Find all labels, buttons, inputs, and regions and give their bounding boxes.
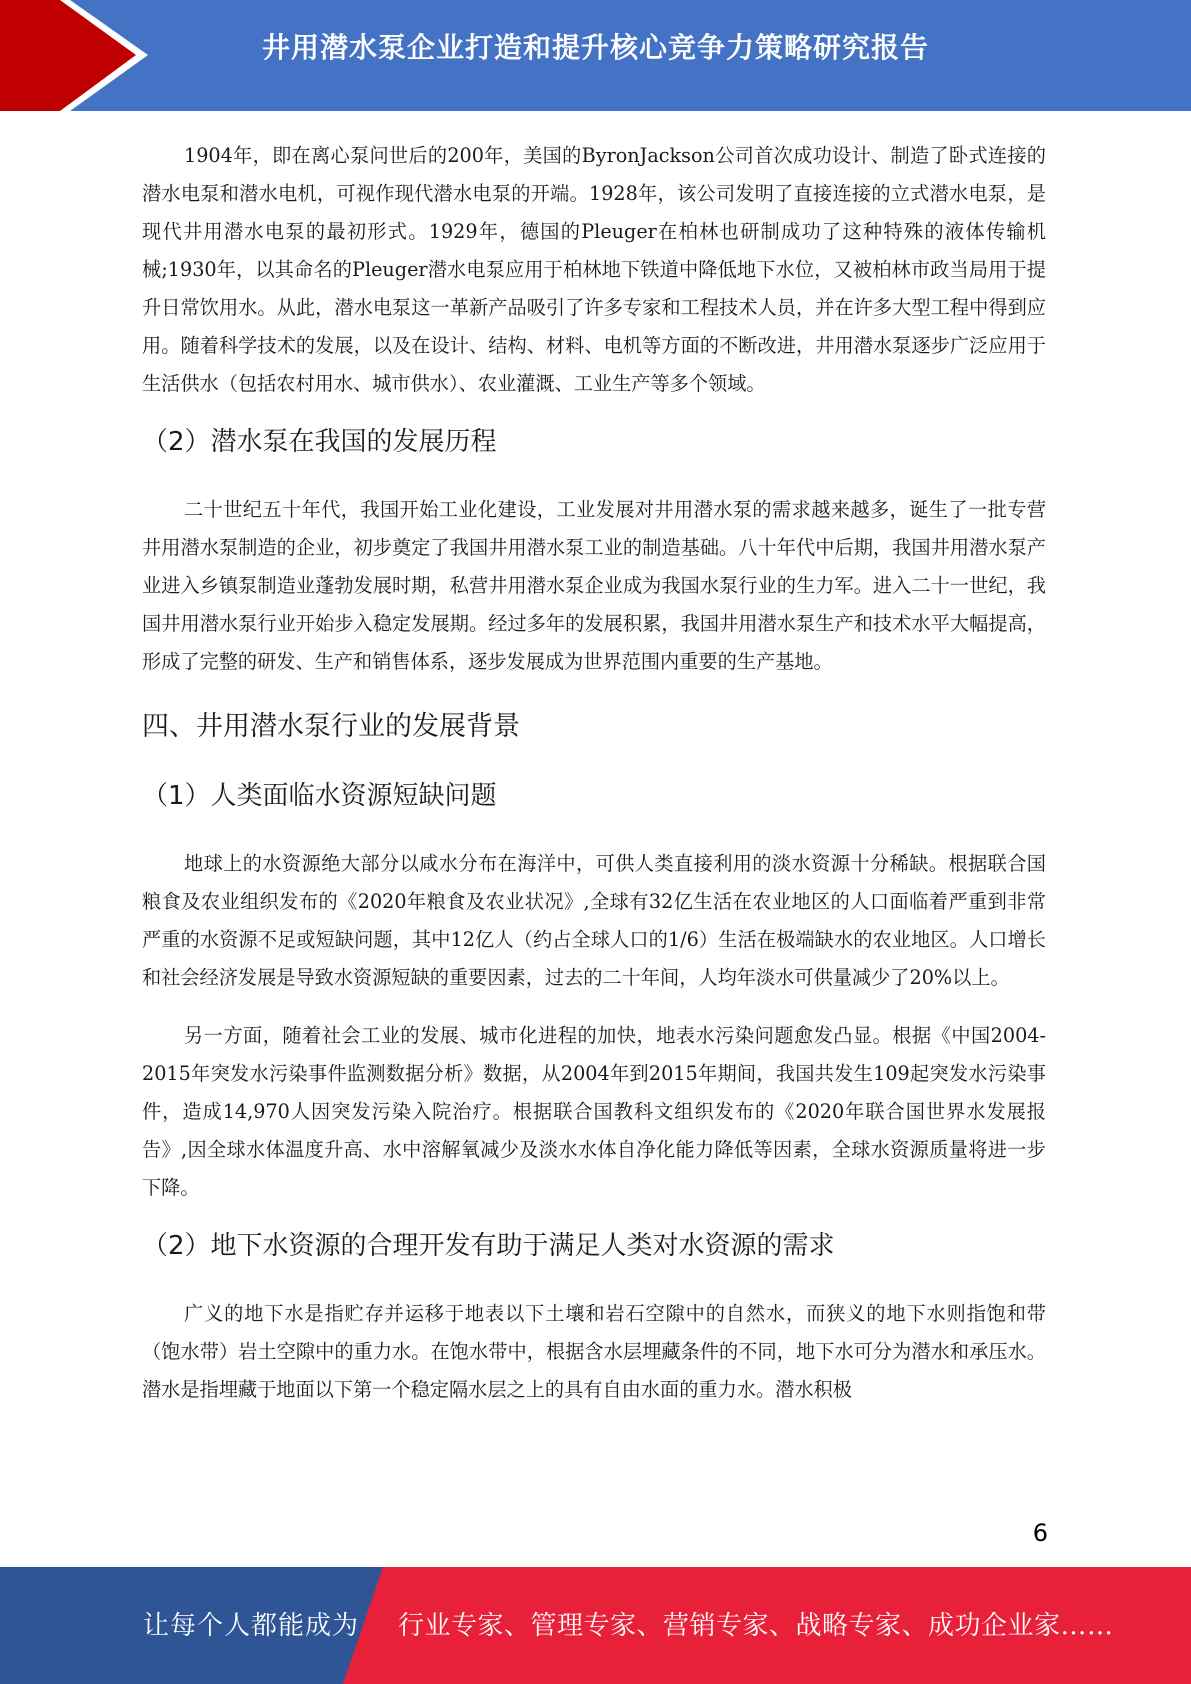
- page-footer: [0, 1567, 1191, 1684]
- paragraph-water-pollution: 另一方面，随着社会工业的发展、城市化进程的加快，地表水污染问题愈发凸显。根据《中国2004-2015年突发水污染事件监测数据分析》数据，从2004年到2015年期间，我国共发生109起突发水污染事件，造成14,970人因突发污染入院治疗。根据联合国教科文组织发布的《2020年联合国世界水发展报告》,因全球水体温度升高、水中溶解氧减少及淡水水体自净化能力降低等因素，全球水资源质量将进一步下降。: [142, 1024, 1046, 1199]
- paragraph-water-shortage: 地球上的水资源绝大部分以咸水分布在海洋中，可供人类直接利用的淡水资源十分稀缺。根据联合国粮食及农业组织发布的《2020年粮食及农业状况》,全球有32亿生活在农业地区的人口面临着严重到非常严重的水资源不足或短缺问题，其中12亿人（约占全球人口的1/6）生活在极端缺水的农业地区。人口增长和社会经济发展是导致水资源短缺的重要因素，过去的二十年间，人均年淡水可供量减少了20%以上。: [142, 852, 1046, 989]
- paragraph-china-history: 二十世纪五十年代，我国开始工业化建设，工业发展对井用潜水泵的需求越来越多，诞生了一批专营井用潜水泵制造的企业，初步奠定了我国井用潜水泵工业的制造基础。八十年代中后期，我国井用潜水泵产业进入乡镇泵制造业蓬勃发展时期，私营井用潜水泵企业成为我国水泵行业的生力军。进入二十一世纪，我国井用潜水泵行业开始步入稳定发展期。经过多年的发展积累，我国井用潜水泵生产和技术水平大幅提高，形成了完整的研发、生产和销售体系，逐步发展成为世界范围内重要的生产基地。: [142, 498, 1046, 673]
- subheading-groundwater: （2）地下水资源的合理开发有助于满足人类对水资源的需求: [142, 1231, 835, 1261]
- page-header: [0, 0, 1191, 111]
- paragraph-groundwater: 广义的地下水是指贮存并运移于地表以下土壤和岩石空隙中的自然水，而狭义的地下水则指饱和带（饱水带）岩土空隙中的重力水。在饱水带中，根据含水层埋藏条件的不同，地下水可分为潜水和承压水。潜水是指埋藏于地面以下第一个稳定隔水层之上的具有自由水面的重力水。潜水积极: [142, 1302, 1046, 1401]
- subheading-water-shortage: （1）人类面临水资源短缺问题: [142, 781, 497, 811]
- footer-slogan-right: 行业专家、管理专家、营销专家、战略专家、成功企业家……: [398, 1611, 1114, 1641]
- subheading-china-development: （2）潜水泵在我国的发展历程: [142, 427, 497, 457]
- report-title: 井用潜水泵企业打造和提升核心竞争力策略研究报告: [262, 31, 930, 64]
- page-number: 6: [1032, 1519, 1048, 1547]
- paragraph-history-1904: 1904年，即在离心泵问世后的200年，美国的ByronJackson公司首次成功设计、制造了卧式连接的潜水电泵和潜水电机，可视作现代潜水电泵的开端。1928年，该公司发明了直接连接的立式潜水电泵，是现代井用潜水电泵的最初形式。1929年，德国的Pleuger在柏林也研制成功了这种特殊的液体传输机械;1930年，以其命名的Pleuger潜水电泵应用于柏林地下铁道中降低地下水位，又被柏林市政当局用于提升日常饮用水。从此，潜水电泵这一革新产品吸引了许多专家和工程技术人员，并在许多大型工程中得到应用。随着科学技术的发展，以及在设计、结构、材料、电机等方面的不断改进，井用潜水泵逐步广泛应用于生活供水（包括农村用水、城市供水）、农业灌溉、工业生产等多个领域。: [142, 144, 1046, 395]
- page-content: [142, 137, 1046, 1409]
- header-arrow-decoration: [0, 0, 160, 111]
- section-heading-background: 四、井用潜水泵行业的发展背景: [142, 711, 520, 742]
- footer-slogan-left: 让每个人都能成为: [143, 1611, 360, 1641]
